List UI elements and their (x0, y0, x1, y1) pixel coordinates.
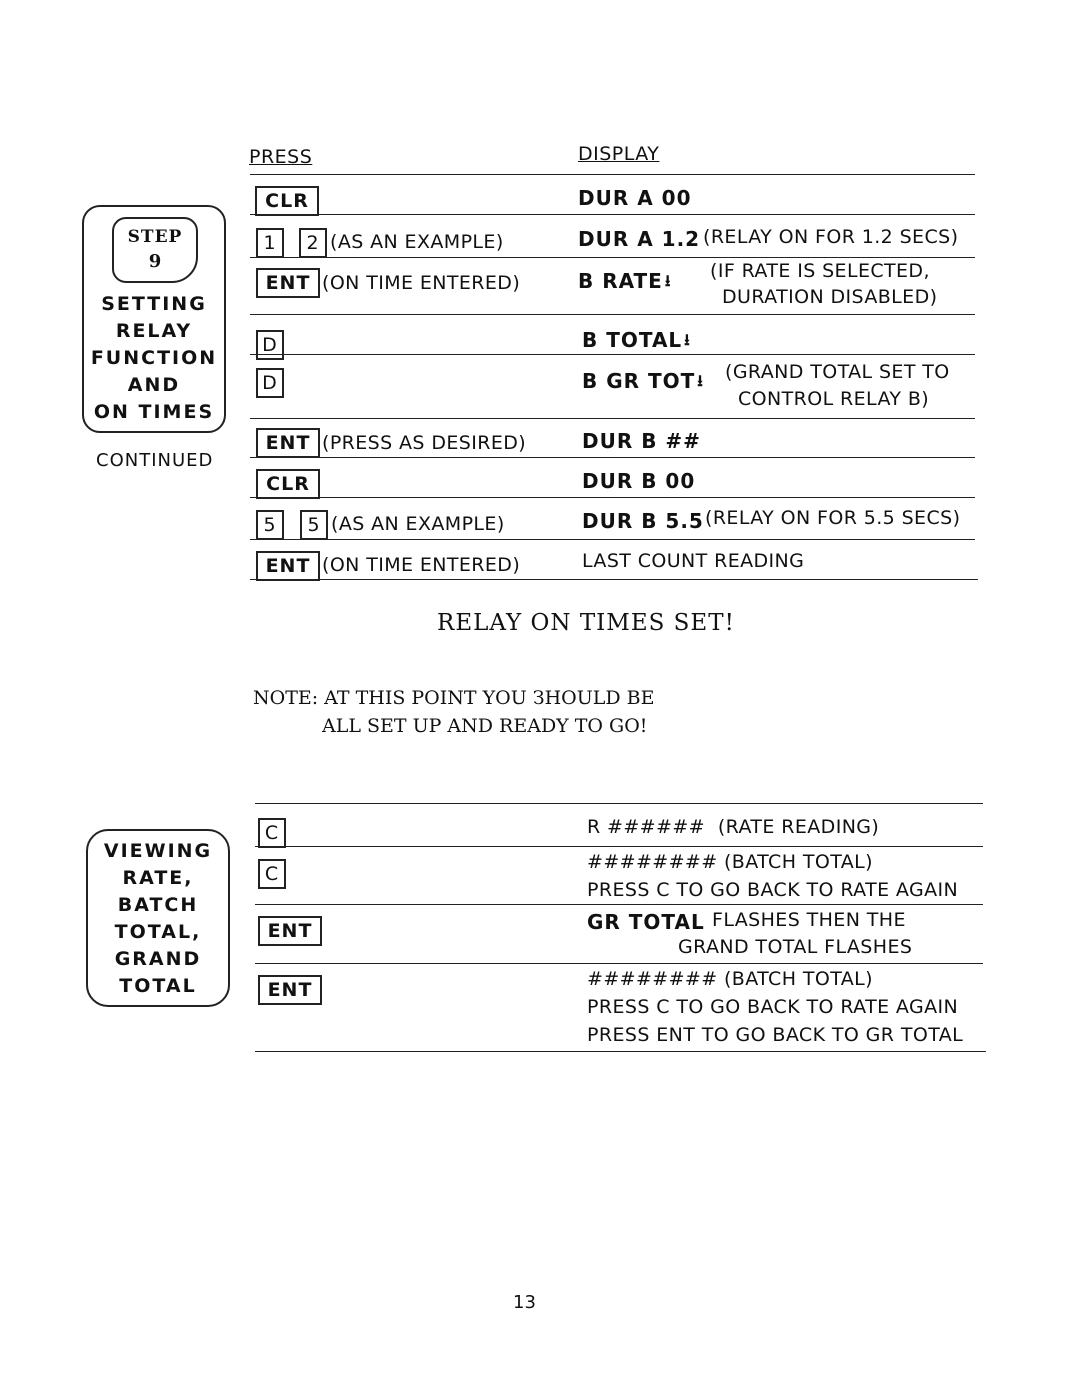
display-grand-total-flashes: GRAND TOTAL FLASHES (678, 936, 913, 958)
d-key[interactable]: D (256, 368, 284, 398)
step-number: 9 (148, 251, 162, 272)
press-note-example: (AS AN EXAMPLE) (330, 231, 504, 253)
b-rate-text: B RATE (578, 269, 663, 293)
display-b-rate (578, 269, 671, 297)
ent-key[interactable]: ENT (258, 975, 322, 1005)
row-divider (250, 214, 975, 215)
b-gr-tot-text: B GR TOT (582, 369, 696, 393)
relay-on-times-set-banner: RELAY ON TIMES SET! (437, 610, 735, 636)
viewing-sidebar (86, 829, 230, 1007)
clr-key[interactable]: CLR (256, 469, 320, 499)
ent-key[interactable]: ENT (256, 268, 320, 298)
display-dur-a-1-2: DUR A 1.2 (578, 227, 701, 251)
sidebar-line-rate: RATE, (122, 867, 194, 889)
arrow-down-icon: ⭳ (684, 330, 691, 349)
display-flashes-then: FLASHES THEN THE (712, 909, 906, 931)
display-dur-b-5-5: DUR B 5.5 (582, 509, 704, 533)
sidebar-line-grand: GRAND (114, 948, 202, 970)
sidebar-line-function: FUNCTION (90, 347, 218, 369)
display-dur-b-00: DUR B 00 (582, 469, 696, 493)
section2-top-divider (255, 803, 983, 804)
c-key[interactable]: C (258, 818, 286, 848)
step-9-sidebar (82, 205, 226, 433)
display-b-gr-tot (582, 369, 704, 397)
row-divider (255, 904, 983, 905)
display-note-duration-disabled: DURATION DISABLED) (722, 286, 938, 308)
press-note-as-desired: (PRESS AS DESIRED) (322, 432, 527, 454)
display-dur-a-00: DUR A 00 (578, 186, 692, 210)
display-press-ent-back: PRESS ENT TO GO BACK TO GR TOTAL (587, 1024, 964, 1046)
key-2[interactable]: 2 (299, 228, 327, 258)
row-divider (250, 314, 975, 315)
display-note-grand-total: (GRAND TOTAL SET TO (725, 361, 950, 383)
arrow-down-icon: ⭳ (697, 371, 704, 390)
section2-bottom-divider (255, 1051, 986, 1052)
display-dur-b-hash: DUR B ## (582, 429, 701, 453)
step-label: STEP (127, 227, 183, 247)
press-column-header: PRESS (249, 146, 313, 168)
row-divider (255, 963, 983, 964)
display-note-relay-on: (RELAY ON FOR 1.2 SECS) (703, 226, 959, 248)
display-batch-total: ######## (BATCH TOTAL) (587, 851, 873, 873)
ent-key[interactable]: ENT (258, 916, 322, 946)
sidebar-line-viewing: VIEWING (103, 840, 213, 862)
row-divider (255, 846, 983, 847)
row-divider (250, 418, 975, 419)
display-note-rate-selected: (IF RATE IS SELECTED, (710, 260, 930, 282)
display-note-control-relay: CONTROL RELAY B) (738, 388, 930, 410)
sidebar-line-and: AND (127, 374, 181, 396)
display-gr-total: GR TOTAL (587, 910, 705, 934)
display-b-total (582, 328, 691, 356)
clr-key[interactable]: CLR (255, 186, 319, 216)
display-batch-total: ######## (BATCH TOTAL) (587, 968, 873, 990)
display-press-c-back: PRESS C TO GO BACK TO RATE AGAIN (587, 879, 959, 901)
b-total-text: B TOTAL (582, 328, 683, 352)
continued-label: CONTINUED (96, 450, 214, 471)
key-5[interactable]: 5 (300, 510, 328, 540)
display-rate-reading: R ###### (RATE READING) (587, 816, 880, 838)
row-divider (250, 354, 975, 355)
display-press-c-back: PRESS C TO GO BACK TO RATE AGAIN (587, 996, 959, 1018)
step-badge (112, 217, 198, 283)
press-note-on-time: (ON TIME ENTERED) (322, 272, 521, 294)
arrow-down-icon: ⭳ (664, 271, 672, 290)
d-key[interactable]: D (256, 330, 284, 360)
ent-key[interactable]: ENT (256, 428, 320, 458)
row-divider (250, 457, 975, 458)
section-bottom-divider (250, 579, 978, 580)
row-divider (250, 539, 975, 540)
sidebar-line-on-times: ON TIMES (93, 401, 215, 423)
display-note-relay-on-5-5: (RELAY ON FOR 5.5 SECS) (705, 507, 961, 529)
header-divider (250, 174, 975, 175)
note-line-2: ALL SET UP AND READY TO GO! (322, 715, 648, 737)
ent-key[interactable]: ENT (256, 551, 320, 581)
key-5[interactable]: 5 (256, 510, 284, 540)
sidebar-line-batch: BATCH (117, 894, 199, 916)
sidebar-line-setting: SETTING (101, 293, 207, 315)
sidebar-line-total-2: TOTAL (119, 975, 197, 997)
c-key[interactable]: C (258, 859, 286, 889)
row-divider (250, 257, 975, 258)
display-last-count-reading: LAST COUNT READING (582, 550, 805, 572)
sidebar-line-total: TOTAL, (114, 921, 202, 943)
note-line-1: NOTE: AT THIS POINT YOU ЗHOULD BE (253, 687, 655, 709)
display-column-header: DISPLAY (578, 143, 660, 165)
key-1[interactable]: 1 (256, 228, 284, 258)
row-divider (250, 497, 975, 498)
press-note-example: (AS AN EXAMPLE) (331, 513, 505, 535)
sidebar-line-relay: RELAY (115, 320, 193, 342)
page-number: 13 (513, 1292, 536, 1313)
press-note-on-time: (ON TIME ENTERED) (322, 554, 521, 576)
